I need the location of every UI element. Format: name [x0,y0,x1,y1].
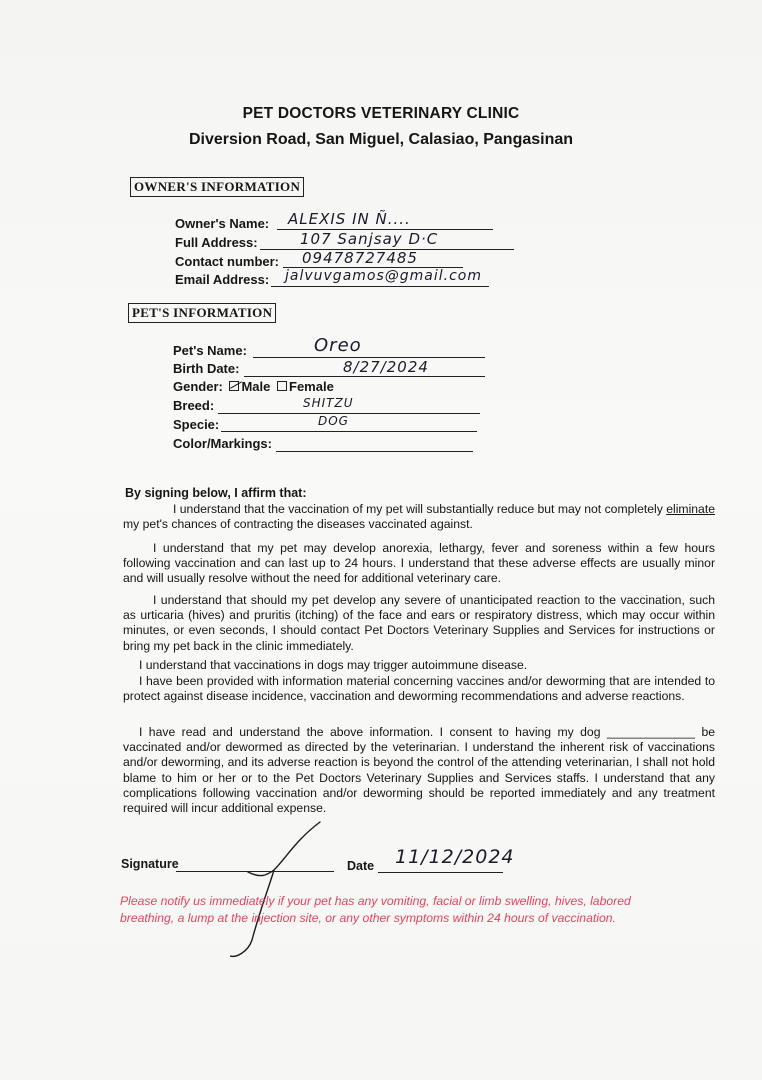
contact-number-value[interactable]: 09478727485 [302,249,418,267]
affirm-p4-text: I understand that vaccinations in dogs may trigger autoimmune disease. [139,658,528,672]
breed-line [218,413,480,414]
affirm-paragraph-4 [123,658,715,673]
male-label: Male [241,379,271,394]
date-label: Date [347,859,375,873]
affirm-p1-end: my pet's chances of contracting the diseases vaccinated against. [123,517,473,532]
email-address-line [271,286,489,287]
date-line [378,872,503,873]
email-address-value[interactable]: jalvuvgamos@gmail.com [285,268,482,284]
birth-date-label: Birth Date: [173,361,240,376]
full-address-value[interactable]: 107 Sanjsay D·C [300,230,439,248]
pet-name-label: Pet's Name: [173,343,247,358]
affirm-paragraph-2 [123,541,715,587]
specie-value[interactable]: DOG [318,414,349,428]
eliminate-word: eliminate [666,502,715,516]
gender-label: Gender: [173,379,223,394]
breed-value[interactable]: SHITZU [303,396,354,410]
affirm-p2-text: I understand that my pet may develop anorexia, lethargy, fever and soreness within a few hours following vaccination and can last up to 24 hours. I understand that these adverse effects are usually minor and will usually resolve without the need for additional veterinary care. [123,541,715,586]
full-address-label: Full Address: [175,235,258,250]
specie-line [221,431,477,432]
pet-name-value[interactable]: Oreo [314,335,362,356]
owner-name-label: Owner's Name: [175,216,270,231]
clinic-address: Diversion Road, San Miguel, Calasiao, Pangasinan [188,131,574,148]
clinic-name: PET DOCTORS VETERINARY CLINIC [242,105,520,122]
affirm-p5-text: I have been provided with information material concerning vaccines and/or deworming that are intended to protect against disease incidence, vaccination and deworming recommendations and adverse reactions. [123,674,715,704]
affirm-paragraph-6 [123,725,715,816]
female-label: Female [289,379,334,394]
breed-label: Breed: [173,398,215,413]
birth-date-line [244,376,485,377]
owner-section-title: OWNER'S INFORMATION [130,177,304,197]
affirm-p6-text: I have read and understand the above information. I consent to having my dog _____________ be vaccinated and/or dewormed as directed by the veterinarian. I understand the inherent risk of vaccinations and/or deworming, and its adverse reaction is beyond the control of the attending veterinarian, I shall not hold blame to him or her or to the Pet Doctors Veterinary Supplies and Services staffs. I understand that any complications following vaccination and/or deworming should be reported immediately and any treatment required will incur additional expense. [123,725,715,816]
affirm-paragraph-5 [123,674,715,704]
birth-date-value[interactable]: 8/27/2024 [343,358,429,376]
color-markings-label: Color/Markings: [173,436,272,451]
pet-section-title: PET'S INFORMATION [128,303,276,323]
female-checkbox[interactable] [277,381,287,391]
signature-scribble [230,810,340,960]
post-vaccination-notice: Please notify us immediately if your pet has any vomiting, facial or limb swelling, hives, labored breathing, a lump at the injection site, or any other symptoms within 24 hours of vaccination. [120,894,631,925]
date-value[interactable]: 11/12/2024 [395,846,515,868]
contact-number-label: Contact number: [175,254,279,269]
affirm-p1-text: I understand that the vaccination of my pet will substantially reduce but may not completely [173,502,667,516]
affirm-paragraph-3 [123,593,715,654]
signature-label: Signature [121,857,179,871]
gender-row [173,379,334,394]
male-checkbox[interactable] [229,381,239,391]
affirm-heading: By signing below, I affirm that: [125,486,307,500]
color-markings-line [276,451,473,452]
specie-label: Specie: [173,417,220,432]
affirm-p3-text: I understand that should my pet develop any severe of unanticipated reaction to the vaccination, such as urticaria (hives) and pruritis (itching) of the face and ears or respiratory distress, which may occur within minutes, or even seconds, I should contact Pet Doctors Veterinary Supplies and Services for instructions or bring my pet back in the clinic immediately. [123,593,715,653]
email-address-label: Email Address: [175,272,270,287]
owner-name-value[interactable]: ALEXIS IN Ñ.... [288,210,411,228]
affirm-paragraph-1 [123,502,715,532]
